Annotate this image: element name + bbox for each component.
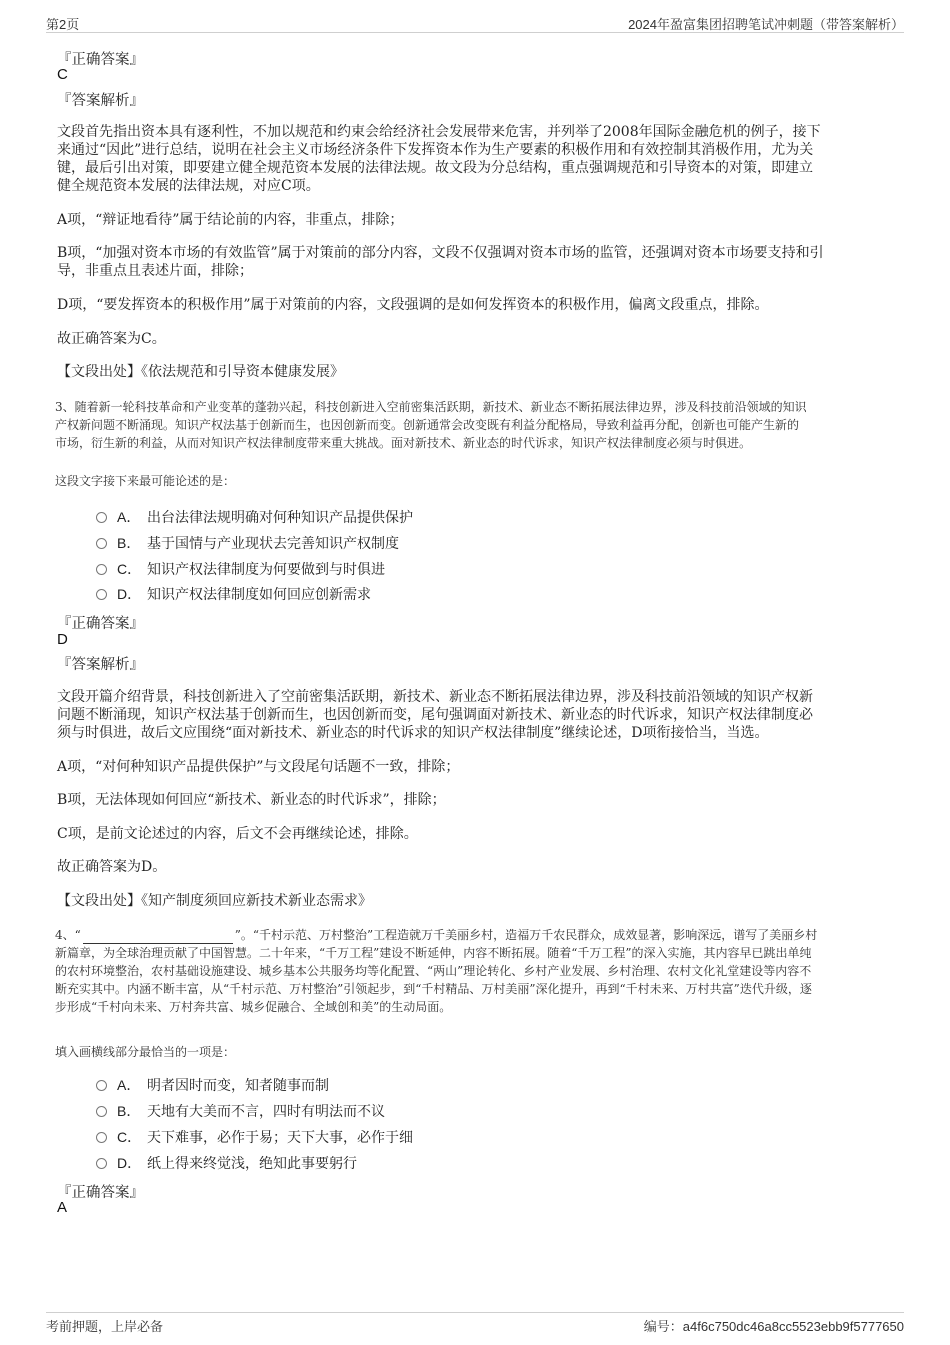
option-d-analysis: D项，“要发挥资本的积极作用”属于对策前的内容，文段强调的是如何发挥资本的积极作用，偏离文段重点，排除。 [57, 297, 769, 313]
question-number: 4、“ [55, 928, 81, 942]
source-label: 【文段出处】 [57, 893, 141, 909]
question-3-option-b[interactable] [96, 533, 399, 553]
text-line: 新篇章，为全球治理贡献了中国智慧。二十年来，“千万工程”建设不断延伸，内容不断拓展。随着“千万工程”的深入实施，其内容早已跳出单纯 [55, 946, 812, 960]
text-line: 市场，衍生新的利益，从而对知识产权法律制度带来重大挑战。面对新技术、新业态的时代诉求，知识产权法律制度必须与时俱进。 [55, 436, 752, 450]
question-4-option-c[interactable] [96, 1127, 413, 1147]
option-a-analysis: A项，“辩证地看待”属于结论前的内容，非重点，排除； [57, 212, 404, 228]
analysis-label: 『答案解析』 [57, 657, 144, 673]
text-line: 3、随着新一轮科技革命和产业变革的蓬勃兴起，科技创新进入空前密集活跃期，新技术、新业态不断拓展法律边界，涉及科技前沿领域的知识 [55, 400, 807, 414]
source-title: 《依法规范和引导资本健康发展》 [141, 364, 344, 380]
correct-answer-label: 『正确答案』 [57, 52, 144, 68]
radio-icon[interactable] [96, 512, 107, 523]
code-value: a4f6c750dc46a8cc5523ebb9f5777650 [682, 1319, 904, 1334]
option-letter: D． [117, 586, 142, 602]
radio-icon[interactable] [96, 1132, 107, 1143]
question-4-option-d[interactable] [96, 1153, 357, 1173]
option-letter: A． [117, 509, 141, 525]
analysis-label: 『答案解析』 [57, 93, 144, 109]
radio-icon[interactable] [96, 538, 107, 549]
text-line: 步形成“千村向未来、万村奔共富、城乡促融合、全域创和美”的生动局面。 [55, 1000, 452, 1014]
text-fragment: ”。“千村示范、万村整治”工程造就万千美丽乡村，造福万千农民群众，成效显著，影响深远，谱写了美丽乡村 [234, 928, 818, 942]
correct-answer-label: 『正确答案』 [57, 616, 144, 632]
source-line [57, 363, 344, 381]
radio-icon[interactable] [96, 1080, 107, 1091]
correct-answer-value: D [57, 631, 68, 648]
text-line: 须与时俱进，故后文应围绕“面对新技术、新业态的时代诉求的知识产权法律制度”继续论述，D项衔接恰当，当选。 [57, 725, 769, 741]
question-3-option-d[interactable] [96, 584, 371, 604]
conclusion: 故正确答案为C。 [57, 331, 166, 347]
option-text: 知识产权法律制度为何要做到与时俱进 [147, 562, 385, 578]
question-3-prompt: 这段文字接下来最可能论述的是： [55, 474, 236, 488]
text-line: 文段首先指出资本具有逐利性，不加以规范和约束会给经济社会发展带来危害，并列举了2008年国际金融危机的例子，接下 [57, 124, 821, 140]
radio-icon[interactable] [96, 1158, 107, 1169]
option-c-analysis: C项，是前文论述过的内容，后文不会再继续论述，排除。 [57, 826, 418, 842]
question-4-option-a[interactable] [96, 1075, 329, 1095]
conclusion: 故正确答案为D。 [57, 859, 167, 875]
text-line: 文段开篇介绍背景，科技创新进入了空前密集活跃期，新技术、新业态不断拓展法律边界，涉及科技前沿领域的知识产权新 [57, 689, 813, 705]
option-text: 知识产权法律制度如何回应创新需求 [147, 587, 371, 603]
option-letter: C． [117, 561, 142, 577]
source-title: 《知产制度须回应新技术新业态需求》 [141, 893, 372, 909]
source-label: 【文段出处】 [57, 364, 141, 380]
text-line: 键，最后引出对策，即要建立健全规范资本发展的法律法规。故文段为分总结构，重点强调规范和引导资本的对策，即建立 [57, 160, 813, 176]
option-b-analysis: B项，无法体现如何回应“新技术、新业态的时代诉求”，排除； [57, 792, 446, 808]
footer-slogan: 考前押题，上岸必备 [46, 1319, 164, 1334]
text-line: B项，“加强对资本市场的有效监管”属于对策前的部分内容，文段不仅强调对资本市场的监管，还强调对资本市场要支持和引 [57, 245, 824, 261]
radio-icon[interactable] [96, 1106, 107, 1117]
question-4-prompt: 填入画横线部分最恰当的一项是： [55, 1045, 236, 1059]
radio-icon[interactable] [96, 564, 107, 575]
correct-answer-value: A [57, 1199, 68, 1216]
text-line [55, 926, 895, 944]
correct-answer-value: C [57, 66, 68, 83]
page-header [46, 12, 904, 33]
page-footer [46, 1312, 904, 1335]
option-text: 纸上得来终觉浅，绝知此事要躬行 [147, 1156, 357, 1172]
option-text: 明者因时而变，知者随事而制 [147, 1078, 329, 1094]
question-3-option-a[interactable] [96, 507, 413, 527]
text-line: 的农村环境整治，农村基础设施建设、城乡基本公共服务均等化配置、“两山”理论转化、乡村产业发展、乡村治理、农村文化礼堂建设等内容不 [55, 964, 812, 978]
text-line: 问题不断涌现，知识产权法基于创新而生，也因创新而变，尾句强调面对新技术、新业态的时代诉求，知识产权法律制度必 [57, 707, 813, 723]
source-line [57, 892, 372, 910]
question-3-text [55, 398, 895, 452]
text-line: 健全规范资本发展的法律法规，对应C项。 [57, 178, 320, 194]
option-text: 基于国情与产业现状去完善知识产权制度 [147, 536, 399, 552]
radio-icon[interactable] [96, 589, 107, 600]
option-a-analysis: A项，“对何种知识产品提供保护”与文段尾句话题不一致，排除； [57, 759, 460, 775]
option-letter: B． [117, 1103, 141, 1119]
option-b-analysis [57, 244, 892, 280]
option-text: 出台法律法规明确对何种知识产品提供保护 [147, 510, 413, 526]
text-line: 来通过“因此”进行总结，说明在社会主义市场经济条件下发挥资本作为生产要素的积极作用和有效控制其消极作用，尤为关 [57, 142, 814, 158]
option-letter: B． [117, 535, 141, 551]
question-4-option-b[interactable] [96, 1101, 385, 1121]
document-code [644, 1316, 904, 1335]
question-3-option-c[interactable] [96, 559, 385, 579]
code-label: 编号： [643, 1319, 683, 1334]
document-title: 2024年盈富集团招聘笔试冲刺题（带答案解析） [628, 17, 904, 32]
option-letter: A． [117, 1077, 141, 1093]
analysis-paragraph [57, 123, 892, 195]
option-letter: C． [117, 1129, 142, 1145]
question-4-text [55, 926, 895, 1016]
text-line: 产权新问题不断涌现。知识产权法基于创新而生，也因创新而变。创新通常会改变既有利益分配格局，导致利益再分配，创新也可能产生新的 [55, 418, 800, 432]
fill-blank [83, 931, 233, 944]
option-text: 天地有大美而不言，四时有明法而不议 [147, 1104, 385, 1120]
text-line: 导，非重点且表述片面，排除； [57, 263, 253, 279]
option-letter: D． [117, 1155, 142, 1171]
text-line: 断充实其中。内涵不断丰富，从“千村示范、万村整治”引领起步，到“千村精品、万村美丽”深化提升，再到“千村未来、万村共富”迭代升级，逐 [55, 982, 812, 996]
option-text: 天下难事，必作于易；天下大事，必作于细 [147, 1130, 413, 1146]
correct-answer-label: 『正确答案』 [57, 1185, 144, 1201]
analysis-paragraph [57, 688, 892, 742]
page-number: 第2页 [46, 17, 80, 32]
